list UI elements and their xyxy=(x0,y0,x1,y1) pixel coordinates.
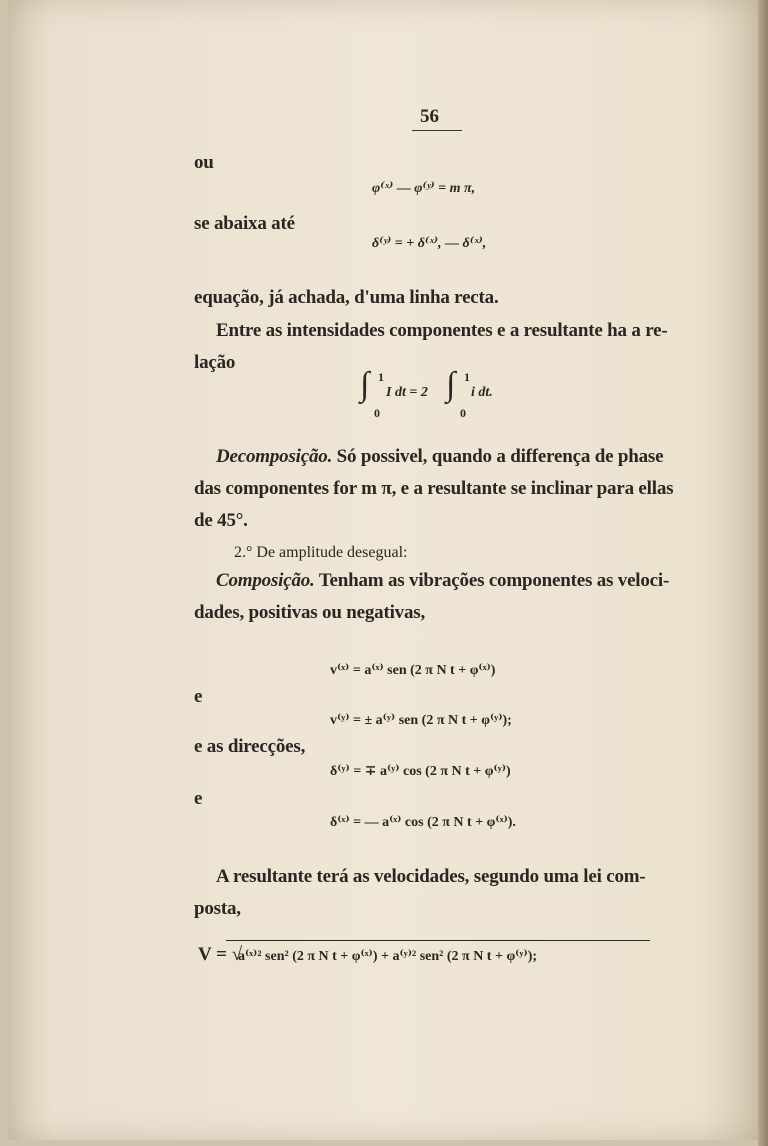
text-dades: dades, positivas ou negativas, xyxy=(194,602,426,623)
integral-left-body: I dt = 2 xyxy=(386,385,428,400)
text-de-45: de 45°. xyxy=(194,510,248,531)
text-decomposicao: Só possivel, quando a differença de phase xyxy=(332,446,664,467)
text-posta: posta, xyxy=(194,898,241,919)
text-equacao: equação, já achada, d'uma linha recta. xyxy=(194,287,499,308)
text-e-2: e xyxy=(194,788,203,809)
next-page-edge xyxy=(758,0,768,1146)
text-relacao: lação xyxy=(194,352,236,373)
book-page xyxy=(8,0,760,1140)
page-number-rule xyxy=(412,130,462,131)
sqrt-vinculum xyxy=(226,940,650,941)
text-entre: Entre as intensidades componentes e a resultante ha a re- xyxy=(216,320,668,341)
equation-direction-y: δ⁽ʸ⁾ = ∓ a⁽ʸ⁾ cos (2 π N t + φ⁽ʸ⁾) xyxy=(330,764,511,779)
equation-velocity-y: v⁽ʸ⁾ = ± a⁽ʸ⁾ sen (2 π N t + φ⁽ʸ⁾); xyxy=(330,713,512,728)
resultant-rhs: a⁽ˣ⁾² sen² (2 π N t + φ⁽ˣ⁾) + a⁽ʸ⁾² sen² (2 π N t + φ⁽ʸ⁾); xyxy=(238,949,538,964)
paragraph-composicao xyxy=(216,570,669,592)
equation-direction: δ⁽ʸ⁾ = + δ⁽ˣ⁾, — δ⁽ˣ⁾, xyxy=(372,236,487,251)
page-number: 56 xyxy=(420,106,439,127)
integral-sign-right: ∫ xyxy=(446,366,456,403)
text-e-1: e xyxy=(194,686,203,707)
term-composicao: Composição. xyxy=(216,570,315,591)
equation-phase: φ⁽ˣ⁾ — φ⁽ʸ⁾ = m π, xyxy=(372,181,476,196)
resultant-lhs: V = √ xyxy=(198,944,243,965)
text-se-abaixa: se abaixa até xyxy=(194,213,295,234)
integral-lower-right: 0 xyxy=(460,406,466,420)
integral-sign-left: ∫ xyxy=(360,366,370,403)
text-composicao: Tenham as vibrações componentes as veloci- xyxy=(314,570,670,591)
integral-upper-left: 1 xyxy=(378,370,384,384)
text-das-componentes: das componentes for m π, e a resultante se inclinar para ellas xyxy=(194,478,674,499)
paragraph-decomposicao xyxy=(216,446,663,468)
text-direccoes: e as direcções, xyxy=(194,736,306,757)
integral-right-body: i dt. xyxy=(471,385,493,400)
text-resultante: A resultante terá as velocidades, segundo uma lei com- xyxy=(216,866,646,887)
term-decomposicao: Decomposição. xyxy=(216,446,333,467)
equation-velocity-x: v⁽ˣ⁾ = a⁽ˣ⁾ sen (2 π N t + φ⁽ˣ⁾) xyxy=(330,663,496,678)
equation-direction-x: δ⁽ˣ⁾ = — a⁽ˣ⁾ cos (2 π N t + φ⁽ˣ⁾). xyxy=(330,815,516,830)
integral-upper-right: 1 xyxy=(464,370,470,384)
text-amplitude-desegual: 2.° De amplitude desegual: xyxy=(234,544,408,561)
text-ou: ou xyxy=(194,152,214,173)
integral-lower-left: 0 xyxy=(374,406,380,420)
